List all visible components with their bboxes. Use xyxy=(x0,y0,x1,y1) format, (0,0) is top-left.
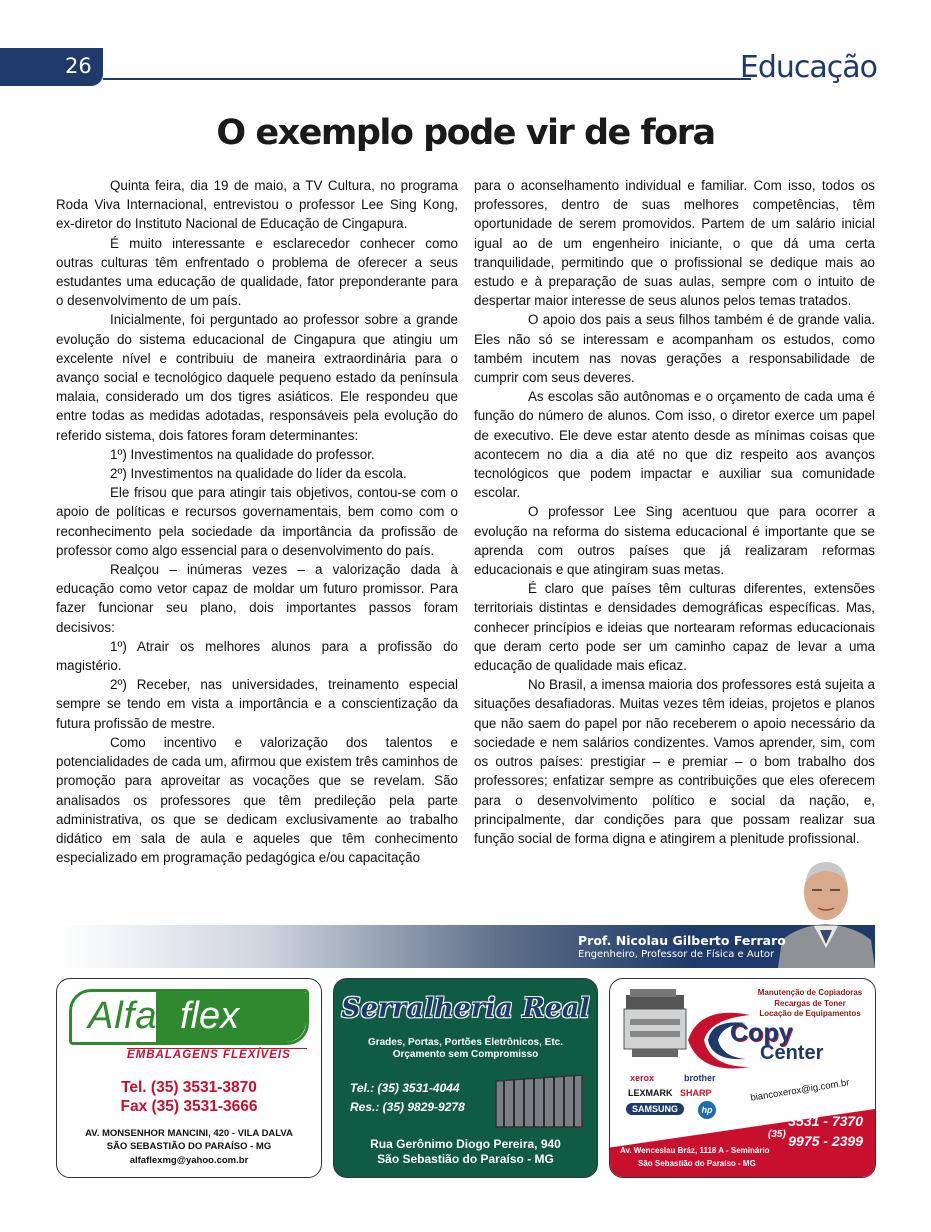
service-item: Manutenção de Copiadoras xyxy=(757,988,863,997)
paragraph: Quinta feira, dia 19 de maio, a TV Cultura, no programa Roda Viva Internacional, entrevistou o professor Lee Sing Kong, ex-diretor do Instituto Nacional de Educação de Cingapura. xyxy=(56,178,458,232)
page-number: 26 xyxy=(65,54,92,78)
section-title: Educação xyxy=(739,50,877,85)
serralheria-ad[interactable] xyxy=(333,978,598,1178)
sharp-logo: SHARP xyxy=(680,1088,712,1098)
paragraph: O apoio dos pais a seus filhos também é de grande valia. Eles não só se interessam e acompanham os estudos, como também incutem nas novas gerações a responsabilidade de cumprir com seus deveres. xyxy=(474,312,875,386)
copycenter-area-code: (35) xyxy=(768,1129,786,1140)
author-role: Engenheiro, Professor de Física e Autor xyxy=(578,949,775,960)
copycenter-phone: 3531 - 7370 xyxy=(788,1113,863,1129)
copycenter-address: Av. Wenceslau Bráz, 1118 A - Seminário xyxy=(620,1146,770,1155)
author-name: Prof. Nicolau Gilberto Ferraro xyxy=(578,933,786,948)
serralheria-services: Grades, Portas, Portões Eletrônicos, Etc. xyxy=(367,1037,564,1048)
brother-logo: brother xyxy=(684,1073,716,1083)
alfaflex-logo xyxy=(69,989,309,1045)
alfaflex-phone: Tel. (35) 3531-3870 xyxy=(121,1079,257,1096)
copycenter-ad[interactable] xyxy=(609,978,876,1178)
samsung-logo: SAMSUNG xyxy=(626,1103,684,1115)
paragraph: Realçou – inúmeras vezes – a valorização dada à educação como vetor capaz de moldar um futuro promissor. Para fazer funcionar seu plano, dois importantes passos foram decisivos: xyxy=(56,562,458,635)
alfaflex-ad[interactable] xyxy=(56,978,322,1178)
paragraph: O professor Lee Sing acentuou que para ocorrer a evolução na reforma do sistema educacional é importante que se aprenda com outros países que já realizaram reformas educacionais e que atingiram suas metas. xyxy=(474,504,875,578)
lexmark-logo: LEXMARK xyxy=(628,1088,673,1098)
hp-logo: hp xyxy=(698,1101,716,1119)
alfaflex-address: AV. MONSENHOR MANCINI, 420 - VILA DALVA xyxy=(85,1128,293,1139)
serralheria-address: Rua Gerônimo Diogo Pereira, 940 xyxy=(370,1137,561,1151)
serralheria-residence-phone: Res.: (35) 9829-9278 xyxy=(350,1100,465,1114)
article-left-column xyxy=(56,176,458,867)
paragraph: É claro que países têm culturas diferentes, extensões territoriais distintas e densidades demográficas específicas. Mas, conhecer princípios e ideias que nortearam reformas educacionais que deram certo pode ser um caminho capaz de levar a uma educação de qualidade mais eficaz. xyxy=(474,581,875,674)
copycenter-email[interactable]: biancoxerox@ig.com.br xyxy=(749,1077,851,1104)
list-item: 2º) Investimentos na qualidade do líder da escola. xyxy=(110,466,407,482)
alfaflex-fax: Fax (35) 3531-3666 xyxy=(120,1098,258,1115)
serralheria-quote: Orçamento sem Compromisso xyxy=(392,1049,539,1060)
paragraph: Como incentivo e valorização dos talentos e potencialidades de cada um, afirmou que existem três caminhos de promoção para aproveitar as vocações que se revelam. São analisados os professores que têm predileção pela parte administrativa, os que se dedicam exclusivamente ao trabalho didático em sala de aula e aqueles que têm conhecimento especializado em programação pedagógica e/ou capacitação xyxy=(56,734,458,866)
article-right-column xyxy=(474,176,875,848)
gate-icon xyxy=(494,1071,584,1131)
author-photo xyxy=(778,848,875,968)
alfaflex-email[interactable]: alfaflexmg@yahoo.com.br xyxy=(129,1155,249,1166)
alfaflex-logo-word2: flex xyxy=(180,995,240,1037)
serralheria-city: São Sebastião do Paraíso - MG xyxy=(377,1152,554,1166)
service-item: Recargas de Toner xyxy=(774,998,846,1008)
alfaflex-logo-word1: Alfa xyxy=(88,995,158,1037)
serralheria-logo: Serralheria Real xyxy=(341,993,590,1024)
service-item: Locação de Equipamentos xyxy=(759,1009,861,1018)
article-title: O exemplo pode vir de fora xyxy=(216,113,715,153)
paragraph: para o aconselhamento individual e familiar. Com isso, todos os professores, dentro de suas melhores competências, têm oportunidade de serem promovidos. Partem de um salário inicial igual ao de um engenheiro iniciante, o que dá uma certa tranquilidade, permitindo que o profissional se dedique mais ao estudo e à preparação de suas aulas, sempre com o intuito de despertar maior interesse de seus alunos pelos temas tratados. xyxy=(474,178,875,309)
list-item: 2º) Receber, nas universidades, treinamento especial sempre se tendo em vista a importância e a conscientização da futura profissão de mestre. xyxy=(56,677,458,731)
copycenter-services xyxy=(755,988,865,1020)
copycenter-logo-word1: Copy xyxy=(730,1019,793,1047)
list-item: 1º) Atrair os melhores alunos para a profissão do magistério. xyxy=(56,638,458,674)
copycenter-city: São Sebastião do Paraíso - MG xyxy=(638,1159,756,1168)
serralheria-phone: Tel.: (35) 3531-4044 xyxy=(350,1081,460,1095)
xerox-logo: xerox xyxy=(630,1073,655,1083)
paragraph: É muito interessante e esclarecedor conhecer como outras culturas têm enfrentado o problema de oferecer a seus estudantes uma educação de qualidade, fator preponderante para o desenvolvimento de um país. xyxy=(56,235,458,309)
paragraph: As escolas são autônomas e o orçamento de cada uma é função do número de alunos. Com isso, o diretor exerce um papel de executivo. Ele deve estar atento desde as mínimas coisas que acontecem no dia a dia até no que diz respeito aos avanços tecnológicos que podem impactar e auxiliar sua comunidade escolar. xyxy=(474,389,875,501)
alfaflex-tagline: EMBALAGENS FLEXÍVEIS xyxy=(127,1049,291,1061)
alfaflex-city: SÃO SEBASTIÃO DO PARAÍSO - MG xyxy=(106,1141,272,1152)
copycenter-logo-word2: Center xyxy=(760,1042,824,1064)
list-item: 1º) Investimentos na qualidade do professor. xyxy=(110,446,375,462)
paragraph: No Brasil, a imensa maioria dos professores está sujeita a situações desafiadoras. Muitas vezes têm ideias, projetos e planos que não saem do papel por não receberem o apoio necessário da sociedade e nem salários condizentes. Vamos aprender, sim, com os outros países: prestigiar – e premiar – o bom trabalho dos professores; enfatizar sempre as contribuições que eles oferecem para o desenvolvimento político e social da nação, e, principalmente, dar condições para que possam realizar sua função social de forma digna e atingirem a plenitude profissional. xyxy=(474,677,875,846)
paragraph: Inicialmente, foi perguntado ao professor sobre a grande evolução do sistema educacional de Cingapura que atingiu um excelente nível e contribuiu de maneira extraordinária para o avanço social e tecnológico daquele pequeno estado da península malaia, considerado um dos tigres asiáticos. Ele respondeu que entre todas as medidas adotadas, responsáveis pela evolução do referido sistema, dois fatores foram determinantes: xyxy=(56,312,458,443)
copycenter-mobile: 9975 - 2399 xyxy=(788,1133,863,1149)
paragraph: Ele frisou que para atingir tais objetivos, contou-se com o apoio de políticas e recursos governamentais, bem como com o reconhecimento pela sociedade da importância da profissão de professor como algo essencial para o desenvolvimento do país. xyxy=(56,485,458,558)
header-rule xyxy=(103,78,751,80)
